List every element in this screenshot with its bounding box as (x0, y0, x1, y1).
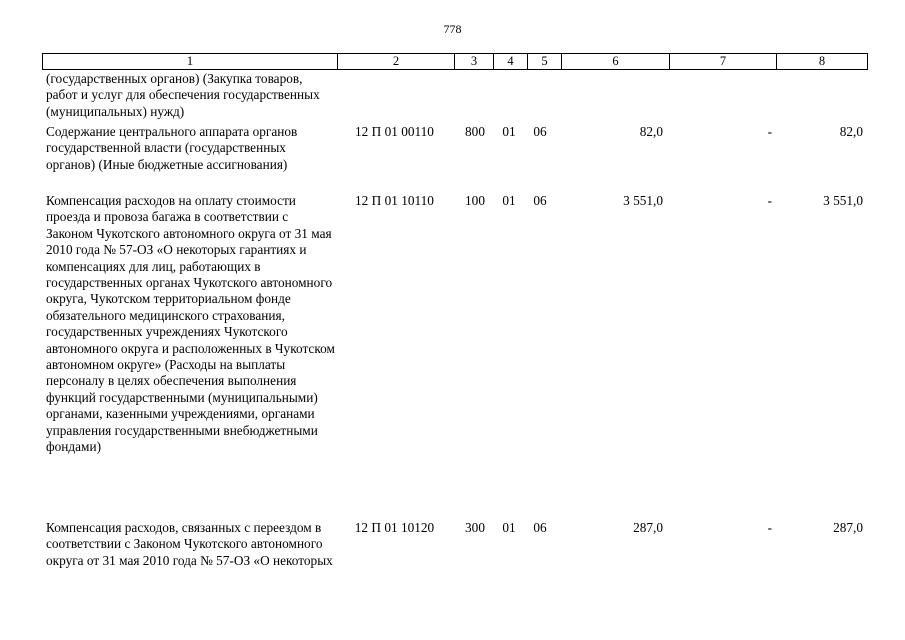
header-col-8: 8 (818, 54, 826, 68)
row-code: 12 П 01 00110 (355, 124, 434, 139)
row-pr: 06 (533, 520, 547, 535)
row-name: Компенсация расходов, связанных с переездом в соответствии с Законом Чукотского автономного округа от 31 мая 2010 года № 57-ОЗ «О некоторых (46, 520, 333, 568)
row-pr: 06 (533, 124, 547, 139)
row-col8: 82,0 (839, 124, 863, 139)
row-vr: 800 (465, 124, 485, 139)
row-vr: 100 (465, 193, 485, 208)
header-col-4: 4 (494, 54, 528, 69)
row-rz: 01 (502, 520, 516, 535)
row-col7: - (767, 193, 772, 208)
row-code: 12 П 01 10120 (354, 520, 435, 535)
page-number: 778 (443, 22, 462, 36)
table-header (42, 53, 868, 70)
row-name: (государственных органов) (Закупка товаров, работ и услуг для обеспечения государственных (муниципальных) нужд) (46, 71, 320, 119)
row-col6: 287,0 (633, 520, 663, 535)
row-code: 12 П 01 10110 (355, 193, 434, 208)
header-col-1: 1 (43, 54, 338, 69)
header-col-7: 7 (670, 54, 777, 69)
row-pr: 06 (533, 193, 547, 208)
row-name: Компенсация расходов на оплату стоимости проезда и провоза багажа в соответствии с Законом Чукотского автономного округа от 31 мая 2010 года № 57-ОЗ «О некоторых гарантиях и компенсациях для лиц, работающих в государственных органах Чукотского автономного округа, Чукотском территориальном фонде обязательного медицинского страхования, государственных учреждениях Чукотского автономного округа и расположенных в Чукотском автономном округе» (Расходы на выплаты персоналу в целях обеспечения выполнения функций государственными (муниципальными) органами, казенными учреждениями, органами управления государственными внебюджетными фондами) (46, 193, 335, 455)
row-col8: 3 551,0 (823, 193, 863, 208)
header-col-3: 3 (455, 54, 494, 69)
row-vr: 300 (465, 520, 485, 535)
row-col7: - (767, 124, 772, 139)
row-name: Содержание центрального аппарата органов государственной власти (государственных органов) (Иные бюджетные ассигнования) (46, 124, 298, 172)
header-col-2: 2 (338, 54, 455, 69)
row-rz: 01 (502, 124, 516, 139)
row-col6: 82,0 (639, 124, 663, 139)
row-col6: 3 551,0 (623, 193, 663, 208)
row-col8: 287,0 (833, 520, 863, 535)
row-rz: 01 (502, 193, 516, 208)
header-col-6: 6 (562, 54, 670, 69)
header-col-5: 5 (528, 54, 562, 69)
row-col7: - (767, 520, 772, 535)
